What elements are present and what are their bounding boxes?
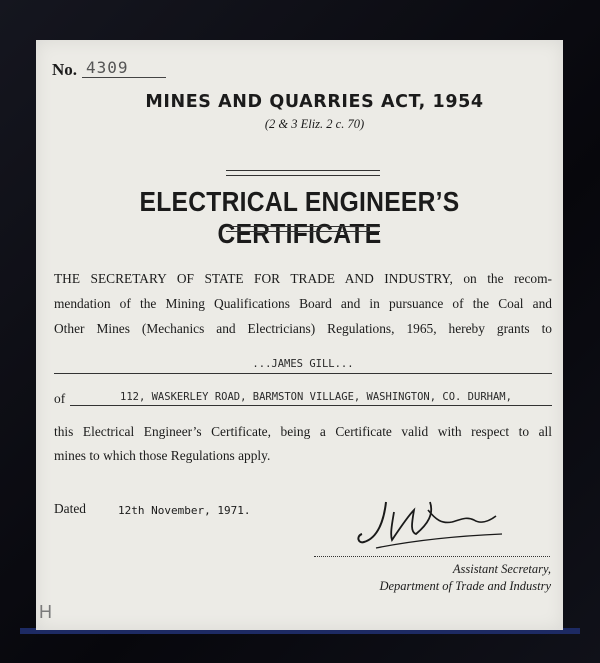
- number-value: 4309: [82, 58, 166, 78]
- act-title: MINES AND QUARRIES ACT, 1954: [145, 92, 484, 112]
- recipient-address: 112, WASKERLEY ROAD, BARMSTON VILLAGE, WASHINGTON, CO. DURHAM,: [70, 391, 552, 406]
- pencil-mark: H: [39, 602, 52, 622]
- title-rule-bottom: [226, 226, 380, 232]
- certificate-number: [52, 58, 129, 80]
- signature-line: [314, 556, 550, 557]
- signature-icon: [356, 490, 506, 560]
- signatory-department: Department of Trade and Industry: [379, 579, 551, 593]
- body-line-2: mendation of the Mining Qualifications Board and in pursuance of the Coal and: [54, 296, 552, 311]
- recipient-name: ...JAMES GILL...: [54, 358, 552, 374]
- dated-value: 12th November, 1971.: [118, 504, 251, 517]
- body-line-3: Other Mines (Mechanics and Electricians) Regulations, 1965, hereby grants to: [54, 321, 552, 336]
- act-reference: (2 & 3 Eliz. 2 c. 70): [264, 117, 365, 131]
- signatory-title: Assistant Secretary,: [452, 562, 551, 576]
- certificate-paper: [36, 40, 563, 630]
- validity-line-2: mines to which those Regulations apply.: [54, 448, 271, 463]
- certificate-title: ELECTRICAL ENGINEER’S CERTIFICATE: [139, 186, 460, 249]
- number-label: No.: [52, 60, 78, 79]
- body-line-1: THE SECRETARY OF STATE FOR TRADE AND INDUSTRY, on the recom-: [54, 271, 552, 286]
- validity-line-1: this Electrical Engineer’s Certificate, being a Certificate valid with respect to all: [54, 424, 552, 439]
- of-label: of: [54, 391, 66, 406]
- title-rule-top: [226, 170, 380, 176]
- dated-label: Dated: [54, 501, 86, 516]
